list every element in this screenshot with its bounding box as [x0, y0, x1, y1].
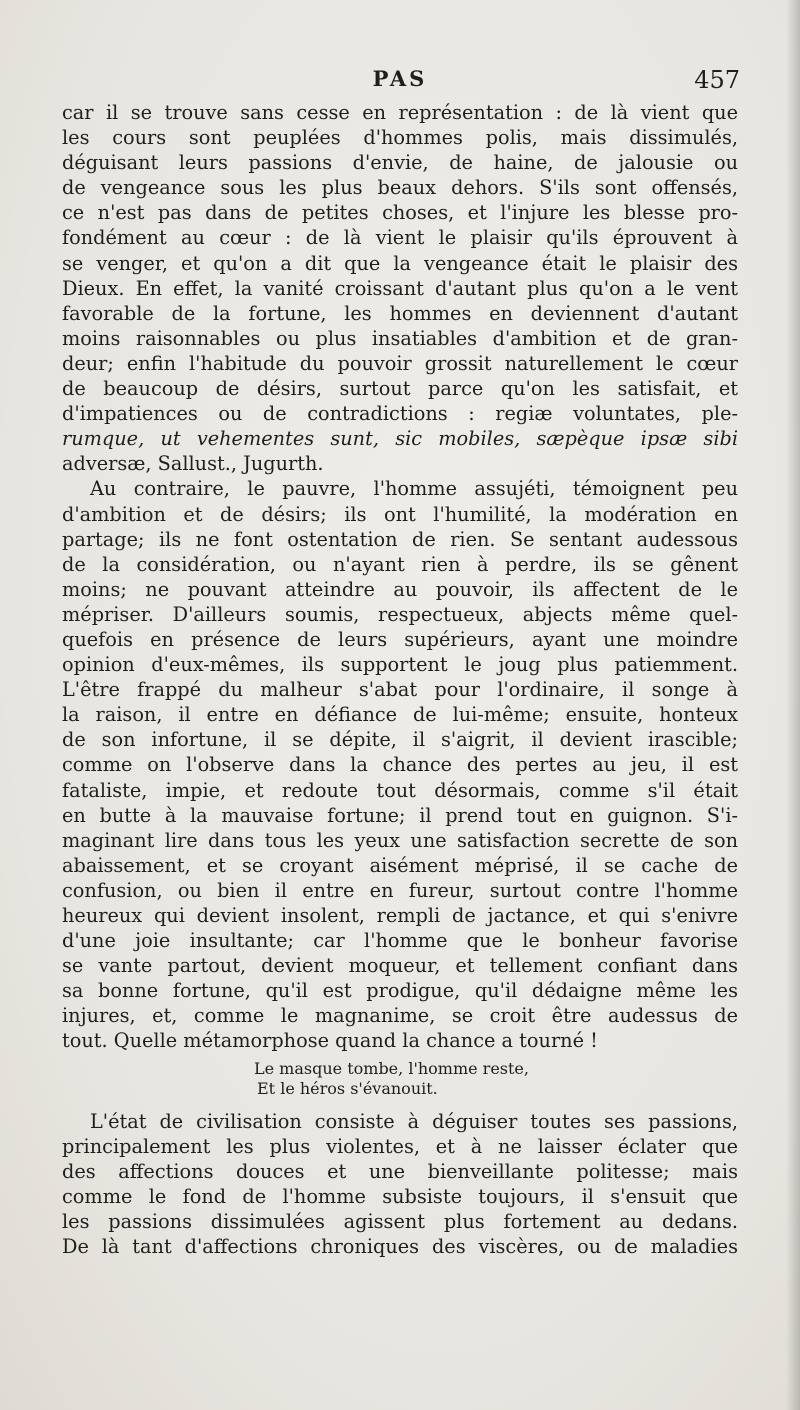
- verse-quote: [62, 1059, 738, 1099]
- text-line: confusion, ou bien il entre en fureur, surtout contre l'homme: [62, 878, 738, 902]
- text-line: de son infortune, il se dépite, il s'aigrit, il devient irascible;: [62, 728, 738, 752]
- text-line: comme on l'observe dans la chance des pertes au jeu, il est: [62, 753, 738, 777]
- text-line: abaissement, et se croyant aisément méprisé, il se cache de: [62, 853, 738, 877]
- text-line: principalement les plus violentes, et à ne laisser éclater que: [62, 1134, 738, 1158]
- text-line: de beaucoup de désirs, surtout parce qu'on les satisfait, et: [62, 377, 738, 401]
- text-line: favorable de la fortune, les hommes en deviennent d'autant: [62, 301, 738, 325]
- text-line: fataliste, impie, et redoute tout désormais, comme s'il était: [62, 778, 738, 802]
- text-line: sa bonne fortune, qu'il est prodigue, qu'il dédaigne même les: [62, 979, 738, 1003]
- text-line: deur; enfin l'habitude du pouvoir grossit naturellement le cœur: [62, 351, 738, 375]
- text-line: moins; ne pouvant atteindre au pouvoir, ils affectent de le: [62, 577, 738, 601]
- text-line: opinion d'eux-mêmes, ils supportent le joug plus patiemment.: [62, 653, 738, 677]
- text-line: des affections douces et une bienveillante politesse; mais: [62, 1159, 738, 1183]
- text-line: les cours sont peuplées d'hommes polis, mais dissimulés,: [62, 126, 738, 150]
- text-line: moins raisonnables ou plus insatiables d'ambition et de gran-: [62, 326, 738, 350]
- text-line: de vengeance sous les plus beaux dehors. S'ils sont offensés,: [62, 176, 738, 200]
- main-text: [62, 100, 738, 1259]
- text-line: d'ambition et de désirs; ils ont l'humilité, la modération en: [62, 502, 738, 526]
- text-line: maginant lire dans tous les yeux une satisfaction secrette de son: [62, 828, 738, 852]
- text-line: en butte à la mauvaise fortune; il prend tout en guignon. S'i-: [62, 803, 738, 827]
- text-line: fondément au cœur : de là vient le plaisir qu'ils éprouvent à: [62, 226, 738, 250]
- text-line: d'impatiences ou de contradictions : regiæ voluntates, ple-: [62, 402, 738, 426]
- text-line: Au contraire, le pauvre, l'homme assujéti, témoignent peu: [90, 477, 738, 501]
- paragraph-3: [62, 1109, 738, 1260]
- verse-line: Et le héros s'évanouit.: [257, 1078, 438, 1098]
- text-line: quefois en présence de leurs supérieurs, ayant une moindre: [62, 627, 738, 651]
- text-line: injures, et, comme le magnanime, se croit être audessus de: [62, 1004, 738, 1028]
- text-line-latin-quote: rumque, ut vehementes sunt, sic mobiles, sæpèque ipsæ sibi: [62, 427, 738, 451]
- text-line: ce n'est pas dans de petites choses, et l'injure les blesse pro-: [62, 201, 738, 225]
- text-line: de la considération, ou n'ayant rien à perdre, ils se gênent: [62, 552, 738, 576]
- text-line: heureux qui devient insolent, rempli de jactance, et qui s'enivre: [62, 904, 738, 927]
- text-line: L'état de civilisation consiste à déguiser toutes ses passions,: [90, 1109, 738, 1133]
- text-line: partage; ils ne font ostentation de rien. Se sentant audessous: [62, 527, 738, 551]
- page-gutter-shadow: [786, 0, 800, 1410]
- running-head: PAS: [372, 66, 428, 91]
- text-line: car il se trouve sans cesse en représentation : de là vient que: [62, 101, 738, 124]
- text-line: comme le fond de l'homme subsiste toujours, il s'ensuit que: [62, 1184, 738, 1208]
- text-line: d'une joie insultante; car l'homme que le bonheur favorise: [62, 929, 738, 953]
- text-line: Dieux. En effet, la vanité croissant d'autant plus qu'on a le vent: [62, 276, 738, 300]
- text-line: mépriser. D'ailleurs soumis, respectueux, abjects même quel-: [62, 602, 738, 626]
- paragraph-1: [62, 100, 738, 476]
- verse-line: Le masque tombe, l'homme reste,: [254, 1058, 529, 1078]
- text-line: les passions dissimulées agissent plus fortement au dedans.: [62, 1209, 738, 1233]
- text-line: De là tant d'affections chroniques des viscères, ou de maladies: [62, 1235, 738, 1259]
- text-line: L'être frappé du malheur s'abat pour l'ordinaire, il songe à: [62, 678, 738, 702]
- text-line-citation: adversæ, Sallust., Jugurth.: [62, 452, 324, 476]
- text-line: la raison, il entre en défiance de lui-même; ensuite, honteux: [62, 703, 738, 727]
- page-header: [60, 66, 740, 96]
- text-line: se venger, et qu'on a dit que la vengeance était le plaisir des: [62, 251, 738, 275]
- text-line: se vante partout, devient moqueur, et tellement confiant dans: [62, 954, 738, 978]
- page-number: 457: [694, 66, 740, 94]
- paragraph-2: [62, 476, 738, 1053]
- text-line: déguisant leurs passions d'envie, de haine, de jalousie ou: [62, 151, 738, 175]
- text-line: tout. Quelle métamorphose quand la chance a tourné !: [62, 1029, 598, 1053]
